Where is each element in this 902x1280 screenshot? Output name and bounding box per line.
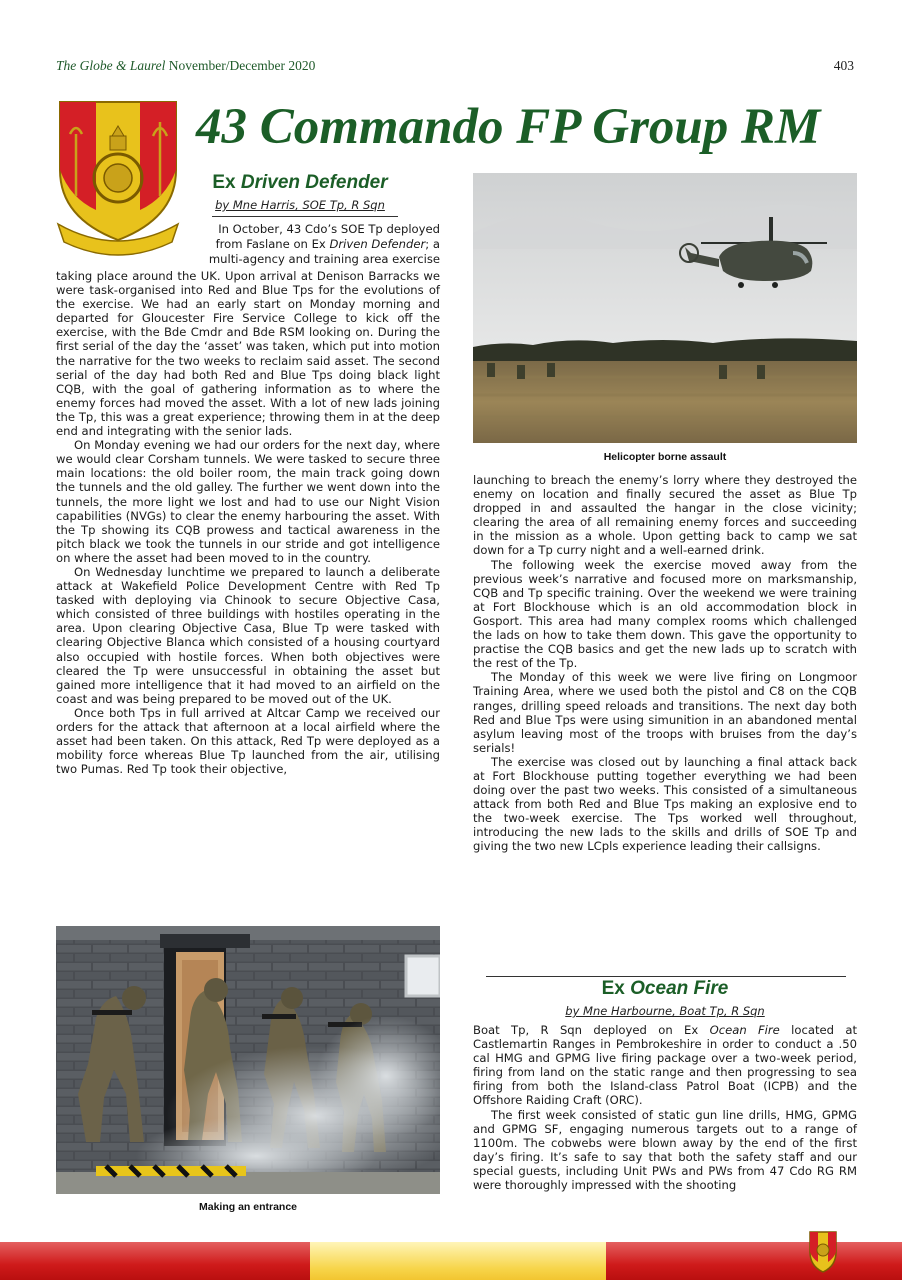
section1-heading-prefix: Ex	[212, 172, 241, 193]
wrap-line-3: multi-agency and training area exercise	[208, 252, 440, 266]
article-title: 43 Commando FP Group RM	[196, 99, 821, 155]
issue-date: November/December 2020	[168, 58, 316, 73]
paragraph: The following week the exercise moved away from the previous week’s narrative and focused more on marksmanship, CQB and Tp specific training. Over the weekend we were training at Fort Blockhouse which is an old accommodation block in Gosport. This area had many complex rooms which challenged the lads on how to take them down. This gave the opportunity to practise the CQB basics and get the new lads up to scratch with the rest of the Tp.	[473, 557, 857, 671]
footer-badge-icon	[808, 1230, 838, 1274]
footer-band	[0, 1242, 902, 1280]
footer-red-right	[606, 1242, 902, 1280]
entrance-photo	[56, 926, 440, 1194]
section2-heading	[473, 978, 857, 1000]
helicopter-photo-caption: Helicopter borne assault	[603, 451, 727, 463]
page-number: 403	[833, 58, 854, 73]
section1-byline: by Mne Harris, SOE Tp, R Sqn	[215, 198, 385, 212]
byline-underline	[212, 216, 398, 217]
running-head	[56, 58, 854, 78]
paragraph: Once both Tps in full arrived at Altcar Camp we received our orders for the attack that afternoon at a local airfield where the asset had been taken. On this attack, Red Tp were deployed as a mobility force whereas Blue Tp launched from the air, utilising two Pumas. Red Tp took their objective,	[56, 705, 440, 777]
section-divider	[486, 976, 846, 977]
entrance-photo-caption: Making an entrance	[198, 1201, 298, 1213]
wrap-line-1: In October, 43 Cdo’s SOE Tp deployed	[218, 222, 440, 236]
left-column-text	[56, 269, 440, 776]
section2-text	[473, 1023, 857, 1192]
paragraph: launching to breach the enemy’s lorry where they destroyed the enemy on location and finally secured the asset as Blue Tp dropped in and assaulted the hangar in the close vicinity; clearing the area of all remaining enemy forces and succeeding in the mission as a whole. Upon getting back to camp we sat down for a Tp curry night and a well-earned drink.	[473, 473, 857, 558]
section2-byline: by Mne Harbourne, Boat Tp, R Sqn	[565, 1004, 765, 1018]
paragraph: taking place around the UK. Upon arrival at Denison Barracks we were task-organised into Red and Blue Tps for the evolutions of the exercise. We had an early start on Monday morning and departed for Gloucester Fire Service College to kick off the exercise, with the Bde Cmdr and Bde RSM looking on. During the first serial of the day the ‘asset’ was taken, which put into motion the narrative for the two weeks to reclaim said asset. The second serial of the day had both Red and Blue Tps doing black light CQB, with the goal of gathering information as to where the enemy forces had moved the asset. With a lot of new lads joining the Tp, this was a great experience; throwing them in at the deep end and integrating with the senior lads.	[56, 269, 440, 439]
magazine-name: The Globe & Laurel	[56, 58, 166, 73]
footer-yellow	[310, 1242, 606, 1280]
section2-heading-prefix: Ex	[601, 978, 631, 999]
paragraph: The first week consisted of static gun line drills, HMG, GPMG and GPMG SF, engaging numerous targets out to a range of 1100m. The cobwebs were blown away by the end of the first day’s firing. It’s safe to say that both the safety staff and our special guests, including Unit PWs and PWs from 47 Cdo RG RM were thoroughly impressed with the shooting	[473, 1107, 857, 1193]
paragraph: The Monday of this week we were live firing on Longmoor Training Area, where we used both the pistol and C8 on the CQB ranges, drilling speed reloads and transitions. The next day both Red and Blue Tps were using simunition in an abandoned mental asylum leaving most of the troops with bruises from the day’s serials!	[473, 670, 857, 755]
section1-heading-title: Driven Defender	[240, 172, 388, 193]
paragraph: Boat Tp, R Sqn deployed on Ex Ocean Fire located at Castlemartin Ranges in Pembrokeshire in order to conduct a .50 cal HMG and GPMG live firing package over a two-week period, firing from land on the static range and then progressing to sea firing from both the Island-class Patrol Boat (ICPB) and the Offshore Raiding Craft (ORC).	[473, 1023, 858, 1108]
footer-red-left	[0, 1242, 310, 1280]
right-column-text	[473, 473, 857, 854]
section1-heading	[180, 172, 420, 194]
paragraph: On Monday evening we had our orders for the next day, where we would clear Corsham tunnels. We were tasked to secure three main locations: the old boiler room, the main track going down the tunnels and the old galley. The further we went down into the tunnels, the more light we lost and had to use our Night Vision capabilities (NVGs) to clear the enemy harbouring the asset. With the Tp showing its CQB prowess and tactical awareness in the pitch black we took the tunnels in our stride and got intelligence on where the asset had been moved to in the country.	[56, 438, 440, 565]
wrap-line-2: from Faslane on Ex Driven Defender; a	[215, 237, 440, 251]
helicopter-photo	[473, 173, 857, 443]
paragraph: On Wednesday lunchtime we prepared to launch a deliberate attack at Wakefield Police Development Centre with Red Tp tasked with deploying via Chinook to secure Objective Casa, which consisted of three buildings with hostiles operating in the area. Upon clearing Objective Casa, Blue Tp were tasked with clearing Objective Blanca which consisted of a housing courtyard also occupied with hostile forces. When both objectives were cleared the Tp were unsuccessful in obtaining the asset but gained more intelligence that it had moved to an airfield on the coast and was being prepared to be moved out of the UK.	[56, 564, 440, 706]
paragraph: The exercise was closed out by launching a final attack back at Fort Blockhouse putting together everything we had been doing over the past two weeks. This consisted of a simultaneous attack from both Red and Blue Tps making an explosive end to the two-week exercise. The Tps worked well throughout, introducing the new lads to the skills and drills of SOE Tp and giving the two new LCpls experience leading their callsigns.	[473, 754, 857, 854]
unit-crest-icon	[56, 100, 180, 260]
section2-heading-title: Ocean Fire	[630, 978, 729, 999]
crest-wrap-text	[184, 222, 440, 267]
